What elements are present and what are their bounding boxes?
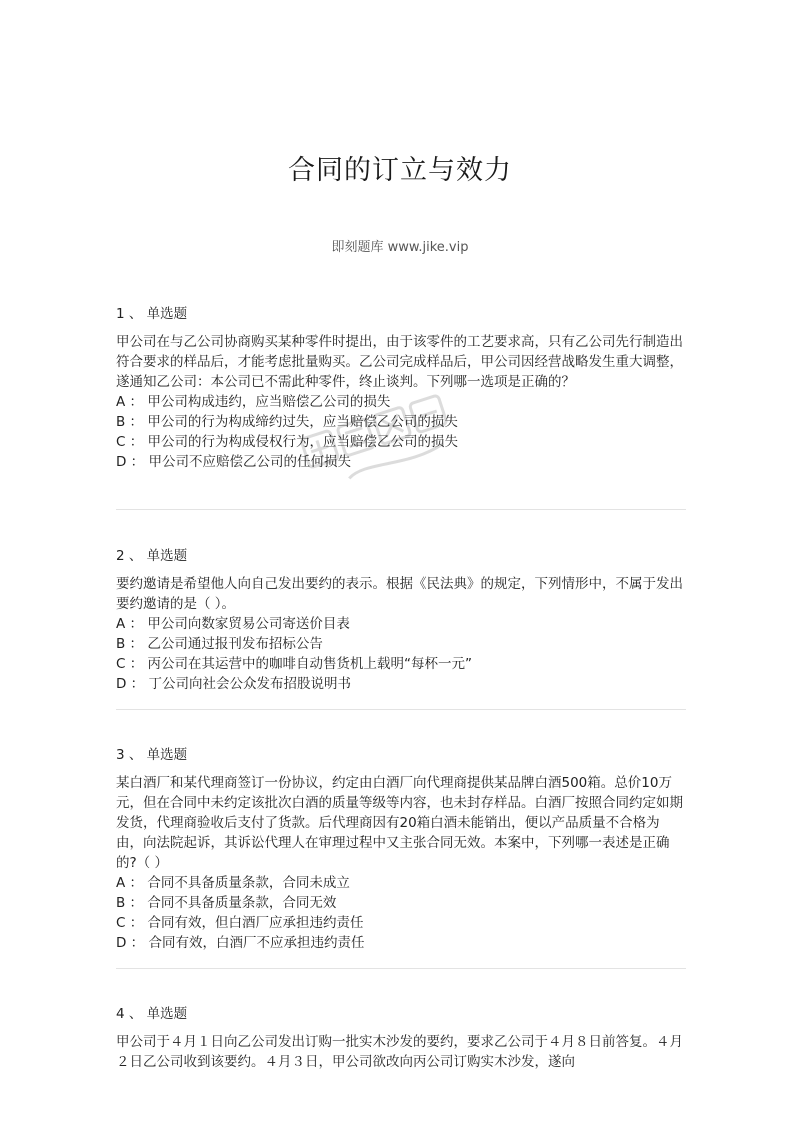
question-stem: 甲公司于４月１日向乙公司发出订购一批实木沙发的要约，要求乙公司于４月８日前答复。４月２日乙公司收到该要约。４月３日，甲公司欲改向丙公司订购实木沙发，遂向	[116, 1034, 683, 1070]
question-stem: 某白酒厂和某代理商签订一份协议，约定由白酒厂向代理商提供某品牌白酒500箱。总价10万元，但在合同中未约定该批次白酒的质量等级等内容，也未封存样品。白酒厂按照合同约定如期发货，代理商验收后支付了货款。后代理商因有20箱白酒未能销出，便以产品质量不合格为由，向法院起诉，其诉讼代理人在审理过程中又主张合同无效。本案中，下列哪一表述是正确的?（ ）	[116, 775, 683, 871]
option-c[interactable]: C ： 合同有效，但白酒厂应承担违约责任	[116, 915, 364, 931]
question-header: 1 、 单选题	[116, 306, 188, 322]
option-d[interactable]: D ： 合同有效，白酒厂不应承担违约责任	[116, 935, 365, 951]
divider	[116, 968, 686, 969]
question-3	[116, 745, 686, 953]
question-header: 4 、 单选题	[116, 1006, 188, 1022]
source-line: 即刻题库 www.jike.vip	[331, 240, 469, 255]
question-1	[116, 304, 686, 472]
page-title: 合同的订立与效力	[288, 155, 512, 186]
question-header: 3 、 单选题	[116, 747, 188, 763]
option-a[interactable]: A ： 甲公司向数家贸易公司寄送价目表	[116, 616, 350, 632]
divider	[116, 509, 686, 510]
option-b[interactable]: B ： 甲公司的行为构成缔约过失，应当赔偿乙公司的损失	[116, 414, 458, 430]
divider	[116, 709, 686, 710]
option-a[interactable]: A ： 合同不具备质量条款，合同未成立	[116, 875, 350, 891]
question-header: 2 、 单选题	[116, 548, 188, 564]
question-stem: 甲公司在与乙公司协商购买某种零件时提出，由于该零件的工艺要求高，只有乙公司先行制造出符合要求的样品后，才能考虑批量购买。乙公司完成样品后，甲公司因经营战略发生重大调整，遂通知乙公司：本公司已不需此种零件，终止谈判。下列哪一选项是正确的？	[116, 334, 683, 390]
option-c[interactable]: C ： 丙公司在其运营中的咖啡自动售货机上载明“每杯一元”	[116, 656, 472, 672]
option-b[interactable]: B ： 合同不具备质量条款，合同无效	[116, 895, 337, 911]
option-b[interactable]: B ： 乙公司通过报刊发布招标公告	[116, 636, 323, 652]
question-stem: 要约邀请是希望他人向自己发出要约的表示。根据《民法典》的规定，下列情形中，不属于发出要约邀请的是（ ）。	[116, 576, 683, 612]
question-2	[116, 546, 686, 694]
option-c[interactable]: C ： 甲公司的行为构成侵权行为，应当赔偿乙公司的损失	[116, 434, 459, 450]
option-d[interactable]: D ： 甲公司不应赔偿乙公司的任何损失	[116, 454, 351, 470]
option-d[interactable]: D ： 丁公司向社会公众发布招股说明书	[116, 676, 351, 692]
option-a[interactable]: A ： 甲公司构成违约，应当赔偿乙公司的损失	[116, 394, 391, 410]
question-4	[116, 1004, 686, 1072]
